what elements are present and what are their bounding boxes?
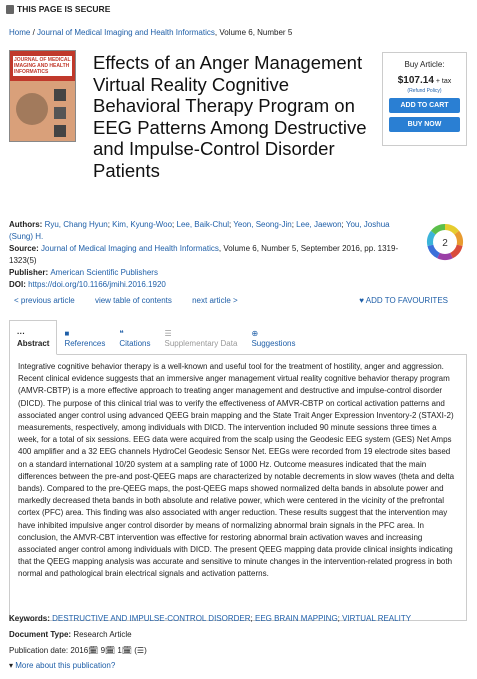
tab-supplementary-data[interactable] xyxy=(158,320,245,354)
refund-policy-link[interactable]: (Refund Policy) xyxy=(407,88,442,94)
cover-figure-icon xyxy=(10,81,75,141)
tab-label: Citations xyxy=(119,339,151,348)
quote-icon: ❝ xyxy=(119,329,124,338)
tab-citations[interactable] xyxy=(112,320,157,354)
author-link[interactable]: Kim, Kyung-Woo xyxy=(112,220,173,229)
publisher-label: Publisher: xyxy=(9,268,51,277)
tab-label: References xyxy=(64,339,106,348)
breadcrumb-journal[interactable]: Journal of Medical Imaging and Health Informatics xyxy=(37,28,215,37)
keyword-link[interactable]: EEG BRAIN MAPPING xyxy=(254,614,338,623)
bookmark-icon: ■ xyxy=(64,329,70,338)
doi-link[interactable]: https://doi.org/10.1166/jmihi.2016.1920 xyxy=(28,280,166,289)
altmetric-badge[interactable] xyxy=(425,222,465,262)
tab-label: Suggestions xyxy=(251,339,296,348)
list-icon: ☰ xyxy=(164,329,172,338)
secure-badge xyxy=(6,4,110,14)
altmetric-score: 2 xyxy=(442,238,448,249)
ellipsis-icon: ··· xyxy=(17,329,25,338)
price-tax: + tax xyxy=(433,78,452,85)
breadcrumb-separator: / xyxy=(30,28,38,37)
article-tabs xyxy=(9,320,466,355)
publication-date-format: (☰) xyxy=(134,646,147,655)
publication-year: 2016 xyxy=(70,646,89,655)
tab-suggestions[interactable] xyxy=(244,320,302,354)
abstract-text: Integrative cognitive behavior therapy is a well-known and useful tool for the treatment of hostility, anger and aggression. Recent clinical evidence suggests that an immersive anger management virtual reality cognitive behavior therapy program (AMVR-CBTP) is a more effective approach to treating anger management and destructive and impulse-control disorder (DICD). The purpose of this clinical trial was to verify the effectiveness of AMVR-CBTP on cortical activation patterns and associated anger control using advanced QEEG brain mapping and the State Trait Anger Expression Inventory-2 (STAXI-2) measurements, respectively, among individuals with DICD. The intervention included 90 minute sessions three times a week, for a total of six sessions. EEG data were acquired from the scalp using the Geodesic EEG system (GES) Net Amps 400 amplifier and a 32 EEG channels HydroCel Geodesic Sensor Net. EEGs were recorded from 19 electrode sites based on a standard international 10/20 system at a sampling rate of 1000 Hz. Outcome measures indicated that the main differences between the pre-and post-QEEG maps are characterized by notable decrements in slow waves (theta and delta bands). Compared to the pre-QEEG maps, the post-QEEG maps showed normalized delta bands in absolute power and markedly decreased theta bands in both absolute and relative power, which were centered in the vicinity of the prefrontal cortex (PFC) area. This finding was also associated with anger reduction. These results suggest that the intervention may have inhibited impulsive anger control disorder by means of normalizing abnormal brain signals in the PFC area. In conclusion, the AMVR-CBT intervention was effective for restoring abnormal brain activation waves and increasing associated anger control among individuals with DICD. The present QEEG mapping data provide clinical insights indicating that the QEEG mapping analysis was accurate and sensitive to minute changes in the intervention-related progress in both normal and pathological brain electrical signals and activation patterns. xyxy=(9,354,467,621)
article-title: Effects of an Anger Management Virtual Reality Cognitive Behavioral Therapy Program on EEG Patterns Among Destructive and Impulse-Control Disorder Patients xyxy=(93,52,367,181)
table-of-contents-link[interactable]: view table of contents xyxy=(94,296,172,305)
author-link[interactable]: You, Joshua (Sung) H. xyxy=(9,220,390,241)
add-to-favourites-button[interactable]: ♥ ADD TO FAVOURITES xyxy=(359,296,448,305)
document-type-value: Research Article xyxy=(73,630,132,639)
cover-title: JOURNAL OF MEDICAL IMAGING AND HEALTH INFORMATICS xyxy=(14,57,71,75)
author-link[interactable]: Yeon, Seong-Jin xyxy=(233,220,292,229)
doi-row xyxy=(9,279,409,291)
publisher-link[interactable]: American Scientific Publishers xyxy=(50,268,158,277)
tab-label: Supplementary Data xyxy=(164,339,238,348)
price xyxy=(383,75,466,86)
publication-date-label: Publication date: xyxy=(9,646,71,655)
breadcrumb-volume: , Volume 6, Number 5 xyxy=(214,28,293,37)
keywords-label: Keywords: xyxy=(9,614,53,623)
source-row xyxy=(9,243,409,267)
secure-label: THIS PAGE IS SECURE xyxy=(17,4,111,14)
publication-day: 1 xyxy=(117,646,122,655)
buy-article-box xyxy=(382,52,467,146)
altmetric-donut-icon xyxy=(425,222,465,262)
next-article-link[interactable]: next article > xyxy=(192,296,238,305)
authors-label: Authors: xyxy=(9,220,45,229)
author-link[interactable]: Lee, Jaewon xyxy=(296,220,342,229)
keywords-row: Keywords: DESTRUCTIVE AND IMPULSE-CONTROL DISORDER; EEG BRAIN MAPPING; VIRTUAL REALITY xyxy=(9,614,412,623)
tab-abstract[interactable] xyxy=(9,320,57,355)
authors-row: Authors: Ryu, Chang Hyun; Kim, Kyung-Woo; Lee, Baik-Chul; Yeon, Seong-Jin; Lee, Jaewon; You, Joshua (Sung) H. xyxy=(9,220,390,241)
publication-month: 9 xyxy=(100,646,106,655)
source-label: Source: xyxy=(9,244,42,253)
buy-now-button[interactable]: BUY NOW xyxy=(389,117,460,132)
publisher-row xyxy=(9,267,409,279)
doi-label: DOI: xyxy=(9,280,29,289)
keyword-link[interactable]: DESTRUCTIVE AND IMPULSE-CONTROL DISORDER xyxy=(52,614,251,623)
add-to-cart-button[interactable]: ADD TO CART xyxy=(389,98,460,113)
document-type-row xyxy=(9,630,132,639)
previous-article-link[interactable]: < previous article xyxy=(14,296,75,305)
buy-label: Buy Article: xyxy=(404,60,445,69)
more-about-label[interactable]: More about this publication? xyxy=(15,661,116,670)
price-value: $107.14 xyxy=(397,75,434,86)
more-about-publication-link[interactable] xyxy=(9,661,115,670)
lock-icon xyxy=(6,5,14,14)
favourites-label: ADD TO FAVOURITES xyxy=(365,296,448,305)
source-details: , Volume 6, Number 5, September 2016, pp. 1319-1323(5) xyxy=(9,244,399,265)
article-navigation xyxy=(14,296,466,305)
plus-icon: ⊕ xyxy=(251,329,259,338)
article-metadata xyxy=(9,219,409,291)
tab-references[interactable] xyxy=(57,320,112,354)
document-type-label: Document Type: xyxy=(9,630,74,639)
author-link[interactable]: Lee, Baik-Chul xyxy=(176,220,229,229)
chevron-down-icon: ▾ xyxy=(9,661,14,670)
breadcrumb xyxy=(9,28,292,37)
tab-label: Abstract xyxy=(17,339,50,348)
publication-date-row: Publication date: 2016🗓 9🗓 1🗓 (☰) xyxy=(9,646,147,655)
keyword-link[interactable]: VIRTUAL REALITY xyxy=(342,614,412,623)
cover-art xyxy=(10,81,75,141)
journal-cover-image[interactable] xyxy=(9,50,76,142)
author-link[interactable]: Ryu, Chang Hyun xyxy=(44,220,108,229)
source-journal-link[interactable]: Journal of Medical Imaging and Health Informatics xyxy=(41,244,219,253)
breadcrumb-home[interactable]: Home xyxy=(9,28,31,37)
